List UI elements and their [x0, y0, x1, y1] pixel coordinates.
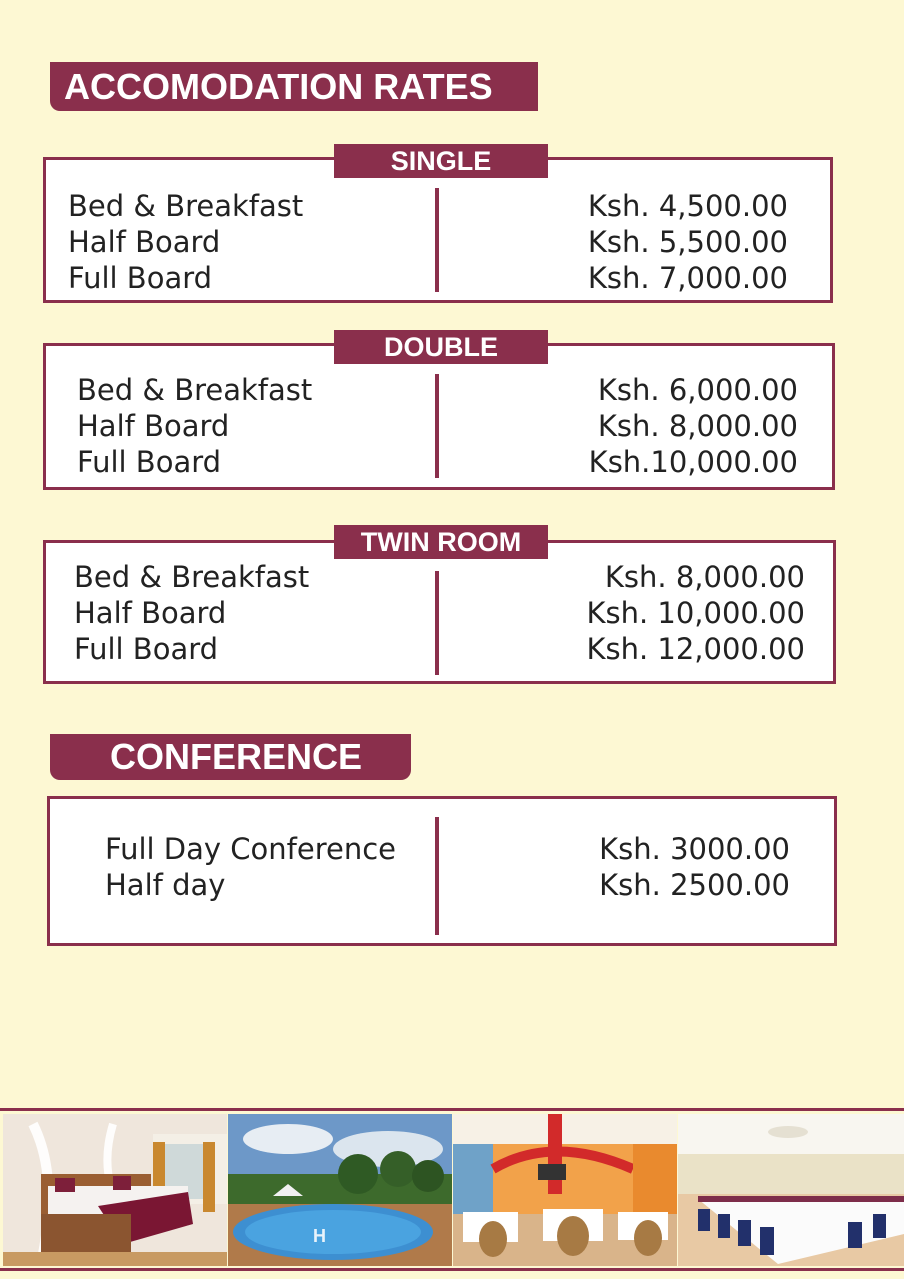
- rate-price: Ksh. 2500.00: [599, 868, 790, 902]
- double-labels: [77, 372, 312, 480]
- rate-label: Half Board: [77, 409, 230, 443]
- double-tab: DOUBLE: [334, 330, 548, 364]
- rate-label: Half Board: [74, 596, 227, 630]
- rate-label: Full Board: [68, 261, 213, 295]
- conference-labels: [105, 831, 396, 903]
- divider: [0, 1268, 904, 1271]
- rate-label: Half Board: [68, 225, 221, 259]
- rate-price: Ksh. 12,000.00: [586, 632, 805, 666]
- rate-price: Ksh. 8,000.00: [597, 409, 798, 443]
- conference-hall-photo: [678, 1114, 904, 1266]
- restaurant-photo: [453, 1114, 677, 1266]
- twin-room-labels: [74, 559, 309, 667]
- single-prices: [588, 188, 788, 296]
- conference-rate-box: [47, 796, 837, 946]
- pool-photo: [228, 1114, 452, 1266]
- single-labels: [68, 188, 303, 296]
- svg-text:H: H: [313, 1226, 326, 1246]
- divider: [0, 1108, 904, 1111]
- divider: [435, 571, 439, 675]
- conference-prices: [599, 831, 790, 903]
- divider: [435, 817, 439, 935]
- double-prices: [589, 372, 798, 480]
- rate-price: Ksh. 4,500.00: [587, 189, 788, 223]
- rate-label: Full Board: [74, 632, 219, 666]
- single-rate-box: [43, 146, 833, 303]
- rate-price: Ksh. 7,000.00: [587, 261, 788, 295]
- twin-room-prices: [586, 559, 805, 667]
- rate-price: Ksh. 8,000.00: [604, 560, 805, 594]
- rate-label: Full Day Conference: [105, 832, 397, 866]
- conference-heading: CONFERENCE: [50, 734, 411, 780]
- rate-price: Ksh. 6,000.00: [597, 373, 798, 407]
- single-tab: SINGLE: [334, 144, 548, 178]
- bedroom-photo: [3, 1114, 227, 1266]
- twin-room-tab: TWIN ROOM: [334, 525, 548, 559]
- twin-room-rate-box: [43, 527, 836, 684]
- rate-label: Full Board: [77, 445, 222, 479]
- rate-label: Bed & Breakfast: [74, 560, 310, 594]
- divider: [435, 374, 439, 478]
- double-rate-box: [43, 332, 835, 490]
- accommodation-heading: ACCOMODATION RATES: [50, 62, 538, 111]
- rate-label: Bed & Breakfast: [68, 189, 304, 223]
- rate-price: Ksh.10,000.00: [588, 445, 798, 479]
- rate-label: Bed & Breakfast: [77, 373, 313, 407]
- rate-price: Ksh. 5,500.00: [587, 225, 788, 259]
- divider: [435, 188, 439, 292]
- rate-label: Half day: [105, 868, 226, 902]
- rate-price: Ksh. 3000.00: [599, 832, 790, 866]
- rate-price: Ksh. 10,000.00: [586, 596, 805, 630]
- photo-strip: [0, 1108, 904, 1279]
